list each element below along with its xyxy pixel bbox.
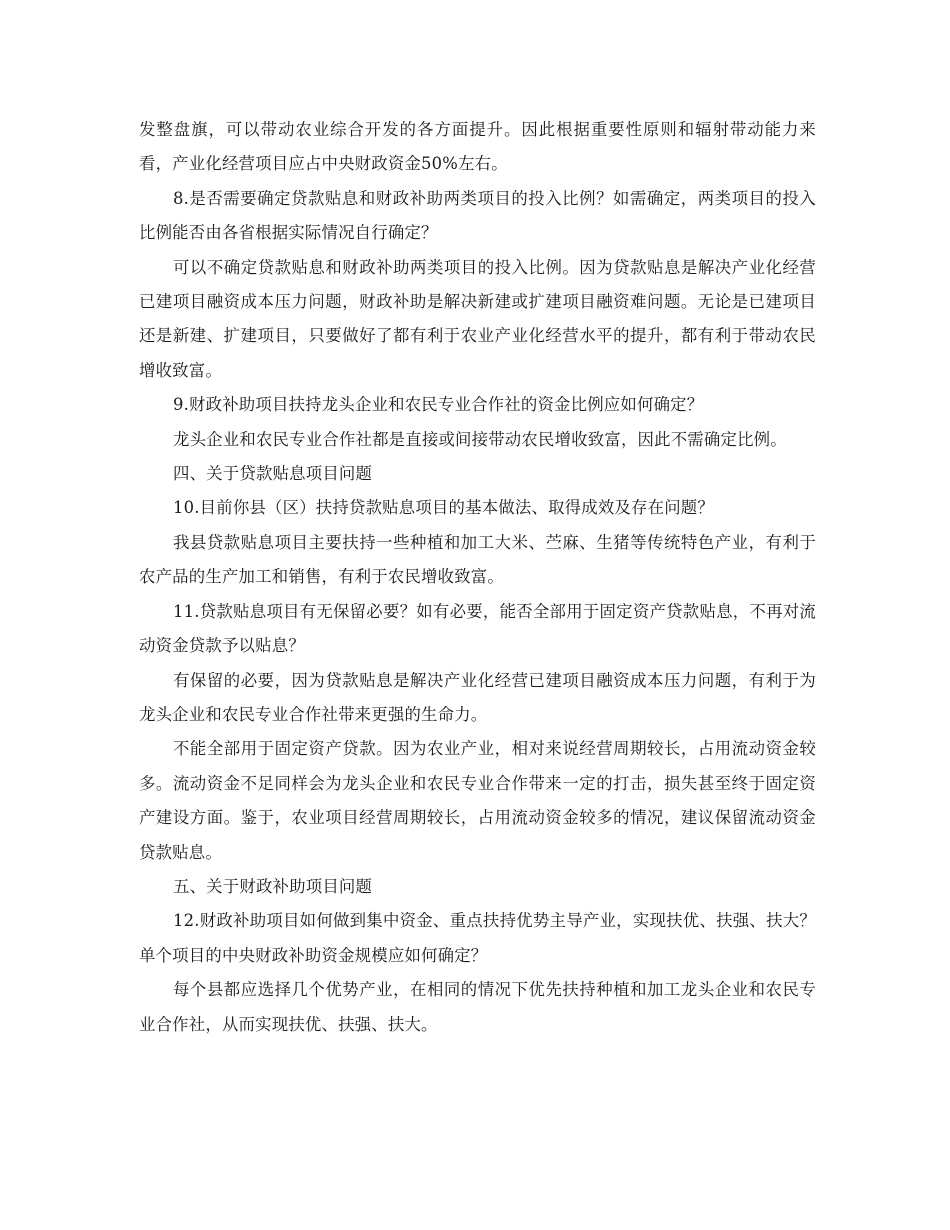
question-12: 12.财政补助项目如何做到集中资金、重点扶持优势主导产业，实现扶优、扶强、扶大？单个项目的中央财政补助资金规模应如何确定？ xyxy=(139,911,816,965)
answer-11-part-2: 不能全部用于固定资产贷款。因为农业产业，相对来说经营周期较长，占用流动资金较多。流动资金不足同样会为龙头企业和农民专业合作带来一定的打击，损失甚至终于固定资产建设方面。鉴于，农业项目经营周期较长，占用流动资金较多的情况，建议保留流动资金贷款贴息。 xyxy=(139,739,816,862)
answer-12: 每个县都应选择几个优势产业，在相同的情况下优先扶持种植和加工龙头企业和农民专业合作社，从而实现扶优、扶强、扶大。 xyxy=(139,980,816,1034)
section-heading-5: 五、关于财政补助项目问题 xyxy=(173,876,373,896)
paragraph-continuation: 发整盘旗，可以带动农业综合开发的各方面提升。因此根据重要性原则和辐射带动能力来看，产业化经营项目应占中央财政资金50%左右。 xyxy=(139,120,816,174)
question-11: 11.贷款贴息项目有无保留必要？如有必要，能否全部用于固定资产贷款贴息，不再对流动资金贷款予以贴息？ xyxy=(139,601,816,656)
answer-11-part-1: 有保留的必要，因为贷款贴息是解决产业化经营已建项目融资成本压力问题，有利于为龙头企业和农民专业合作社带来更强的生命力。 xyxy=(139,670,816,724)
answer-10: 我县贷款贴息项目主要扶持一些种植和加工大米、苎麻、生猪等传统特色产业，有利于农产品的生产加工和销售，有利于农民增收致富。 xyxy=(139,532,816,587)
question-8: 8.是否需要确定贷款贴息和财政补助两类项目的投入比例？如需确定，两类项目的投入比例能否由各省根据实际情况自行确定？ xyxy=(139,188,816,243)
question-9: 9.财政补助项目扶持龙头企业和农民专业合作社的资金比例应如何确定？ xyxy=(173,395,704,415)
question-10: 10.目前你县（区）扶持贷款贴息项目的基本做法、取得成效及存在问题？ xyxy=(173,498,714,518)
answer-8: 可以不确定贷款贴息和财政补助两类项目的投入比例。因为贷款贴息是解决产业化经营已建项目融资成本压力问题，财政补助是解决新建或扩建项目融资难问题。无论是已建项目还是新建、扩建项目，只要做好了都有利于农业产业化经营水平的提升，都有利于带动农民增收致富。 xyxy=(139,257,816,380)
document-page xyxy=(139,113,816,1042)
section-heading-4: 四、关于贷款贴息项目问题 xyxy=(173,464,373,484)
answer-9: 龙头企业和农民专业合作社都是直接或间接带动农民增收致富，因此不需确定比例。 xyxy=(173,429,787,449)
